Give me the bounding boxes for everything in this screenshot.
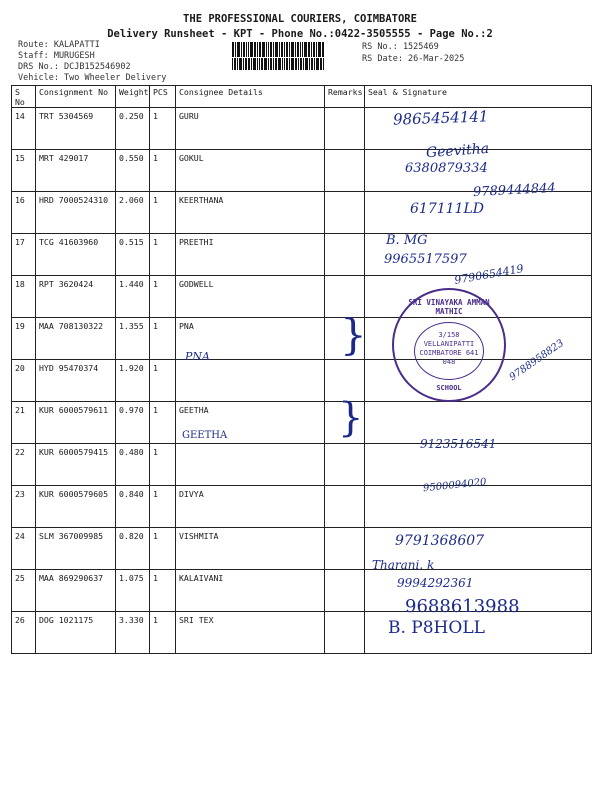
pcs: 1 bbox=[150, 612, 176, 654]
consignment-no: DOG 1021175 bbox=[36, 612, 116, 654]
barcode-rs bbox=[232, 42, 350, 57]
consignment-no: TRT 5304569 bbox=[36, 108, 116, 150]
pcs: 1 bbox=[150, 486, 176, 528]
handwritten-phone: 6380879334 bbox=[405, 161, 488, 176]
weight: 2.060 bbox=[116, 192, 150, 234]
school-seal-stamp bbox=[392, 288, 506, 402]
pcs: 1 bbox=[150, 150, 176, 192]
consignee: PNA bbox=[176, 318, 325, 360]
consignee: KEERTHANA bbox=[176, 192, 325, 234]
company-title: THE PROFESSIONAL COURIERS, COIMBATORE bbox=[183, 13, 417, 25]
weight: 1.355 bbox=[116, 318, 150, 360]
staff: Staff: MURUGESH bbox=[18, 51, 95, 61]
consignee: VISHMITA bbox=[176, 528, 325, 570]
drs-number: DRS No.: DCJB152546902 bbox=[18, 62, 131, 72]
sno: 23 bbox=[12, 486, 36, 528]
rs-number: RS No.: 1525469 bbox=[362, 42, 439, 52]
handwritten-phone: 9788958823 bbox=[507, 337, 567, 384]
table-row bbox=[12, 360, 592, 402]
col-remarks: Remarks bbox=[325, 86, 365, 108]
col-consignee: Consignee Details bbox=[176, 86, 325, 108]
sno: 21 bbox=[12, 402, 36, 444]
handwritten-consignee: GEETHA bbox=[182, 430, 228, 441]
pen-mark: } bbox=[340, 310, 367, 359]
handwritten-phone: 9500094020 bbox=[422, 476, 488, 495]
remarks bbox=[325, 570, 365, 612]
weight: 0.970 bbox=[116, 402, 150, 444]
handwritten-signature: Tharani. k bbox=[372, 558, 435, 572]
consignee: KALAIVANI bbox=[176, 570, 325, 612]
handwritten-phone: 9789444844 bbox=[472, 180, 557, 201]
sno: 20 bbox=[12, 360, 36, 402]
pen-mark: } bbox=[338, 395, 364, 441]
pcs: 1 bbox=[150, 318, 176, 360]
handwritten-consignee: PNA bbox=[185, 350, 210, 363]
consignee: GOKUL bbox=[176, 150, 325, 192]
weight: 1.075 bbox=[116, 570, 150, 612]
consignment-no: HRD 7000524310 bbox=[36, 192, 116, 234]
consignment-no: SLM 367009985 bbox=[36, 528, 116, 570]
table-row bbox=[12, 276, 592, 318]
runsheet-subtitle: Delivery Runsheet - KPT - Phone No.:0422-3505555 - Page No.:2 bbox=[107, 28, 493, 40]
consignee bbox=[176, 444, 325, 486]
sno: 26 bbox=[12, 612, 36, 654]
rs-date: RS Date: 26-Mar-2025 bbox=[362, 54, 465, 64]
weight: 0.840 bbox=[116, 486, 150, 528]
weight: 3.330 bbox=[116, 612, 150, 654]
pcs: 1 bbox=[150, 108, 176, 150]
pcs: 1 bbox=[150, 276, 176, 318]
sno: 16 bbox=[12, 192, 36, 234]
handwritten-signature: 617111LD bbox=[410, 201, 484, 217]
remarks bbox=[325, 612, 365, 654]
col-weight: Weight bbox=[116, 86, 150, 108]
handwritten-phone: 9123516541 bbox=[420, 437, 497, 451]
remarks bbox=[325, 150, 365, 192]
table-row bbox=[12, 486, 592, 528]
weight: 0.515 bbox=[116, 234, 150, 276]
remarks bbox=[325, 108, 365, 150]
weight: 0.480 bbox=[116, 444, 150, 486]
runsheet-table bbox=[11, 85, 592, 654]
pcs: 1 bbox=[150, 402, 176, 444]
handwritten-phone: 9994292361 bbox=[397, 576, 474, 590]
consignee: GURU bbox=[176, 108, 325, 150]
weight: 1.920 bbox=[116, 360, 150, 402]
consignee: SRI TEX bbox=[176, 612, 325, 654]
remarks bbox=[325, 528, 365, 570]
consignment-no: TCG 41603960 bbox=[36, 234, 116, 276]
consignee bbox=[176, 360, 325, 402]
pcs: 1 bbox=[150, 570, 176, 612]
consignee: GODWELL bbox=[176, 276, 325, 318]
remarks bbox=[325, 234, 365, 276]
consignment-no: MAA 708130322 bbox=[36, 318, 116, 360]
consignment-no: MRT 429017 bbox=[36, 150, 116, 192]
table-row bbox=[12, 108, 592, 150]
handwritten-signature: B. P8HOLL bbox=[388, 618, 485, 638]
handwritten-phone: 9688613988 bbox=[405, 596, 520, 617]
stamp-bottom-text: SCHOOL bbox=[436, 384, 462, 392]
consignee: GEETHA bbox=[176, 402, 325, 444]
weight: 0.250 bbox=[116, 108, 150, 150]
pcs: 1 bbox=[150, 528, 176, 570]
table-row bbox=[12, 444, 592, 486]
handwritten-phone: 9791368607 bbox=[395, 533, 485, 549]
col-consignment: Consignment No bbox=[36, 86, 116, 108]
handwritten-signature: B. MG bbox=[386, 233, 428, 248]
route: Route: KALAPATTI bbox=[18, 40, 100, 50]
col-seal-signature: Seal & Signature bbox=[365, 86, 592, 108]
consignment-no: MAA 869290637 bbox=[36, 570, 116, 612]
signature-cell bbox=[365, 486, 592, 528]
sno: 25 bbox=[12, 570, 36, 612]
consignee: DIVYA bbox=[176, 486, 325, 528]
handwritten-signature: Geevitha bbox=[425, 140, 490, 162]
pcs: 1 bbox=[150, 192, 176, 234]
col-sno: S No bbox=[12, 86, 36, 108]
pcs: 1 bbox=[150, 360, 176, 402]
sno: 15 bbox=[12, 150, 36, 192]
table-row bbox=[12, 612, 592, 654]
table-header-row bbox=[12, 86, 592, 108]
table-row bbox=[12, 528, 592, 570]
consignment-no: HYD 95470374 bbox=[36, 360, 116, 402]
consignment-no: KUR 6000579605 bbox=[36, 486, 116, 528]
pcs: 1 bbox=[150, 444, 176, 486]
remarks bbox=[325, 444, 365, 486]
consignee: PREETHI bbox=[176, 234, 325, 276]
weight: 0.820 bbox=[116, 528, 150, 570]
consignment-no: KUR 6000579415 bbox=[36, 444, 116, 486]
sno: 22 bbox=[12, 444, 36, 486]
handwritten-phone: 9865454141 bbox=[392, 107, 489, 129]
vehicle: Vehicle: Two Wheeler Delivery bbox=[18, 73, 167, 83]
handwritten-phone: 9965517597 bbox=[384, 252, 467, 267]
weight: 0.550 bbox=[116, 150, 150, 192]
remarks bbox=[325, 192, 365, 234]
table-row bbox=[12, 402, 592, 444]
sno: 18 bbox=[12, 276, 36, 318]
consignment-no: RPT 3620424 bbox=[36, 276, 116, 318]
stamp-ring-text: SRI VINAYAKA AMMAN MATHIC bbox=[408, 298, 490, 316]
handwritten-phone: 9790654419 bbox=[453, 262, 525, 287]
consignment-no: KUR 6000579611 bbox=[36, 402, 116, 444]
weight: 1.440 bbox=[116, 276, 150, 318]
remarks bbox=[325, 486, 365, 528]
sno: 19 bbox=[12, 318, 36, 360]
pcs: 1 bbox=[150, 234, 176, 276]
col-pcs: PCS bbox=[150, 86, 176, 108]
barcode-drs bbox=[232, 58, 350, 70]
sno: 24 bbox=[12, 528, 36, 570]
sno: 17 bbox=[12, 234, 36, 276]
stamp-center-text: 3/158 VELLANIPATTI COIMBATORE 641 048 bbox=[414, 322, 484, 380]
sno: 14 bbox=[12, 108, 36, 150]
